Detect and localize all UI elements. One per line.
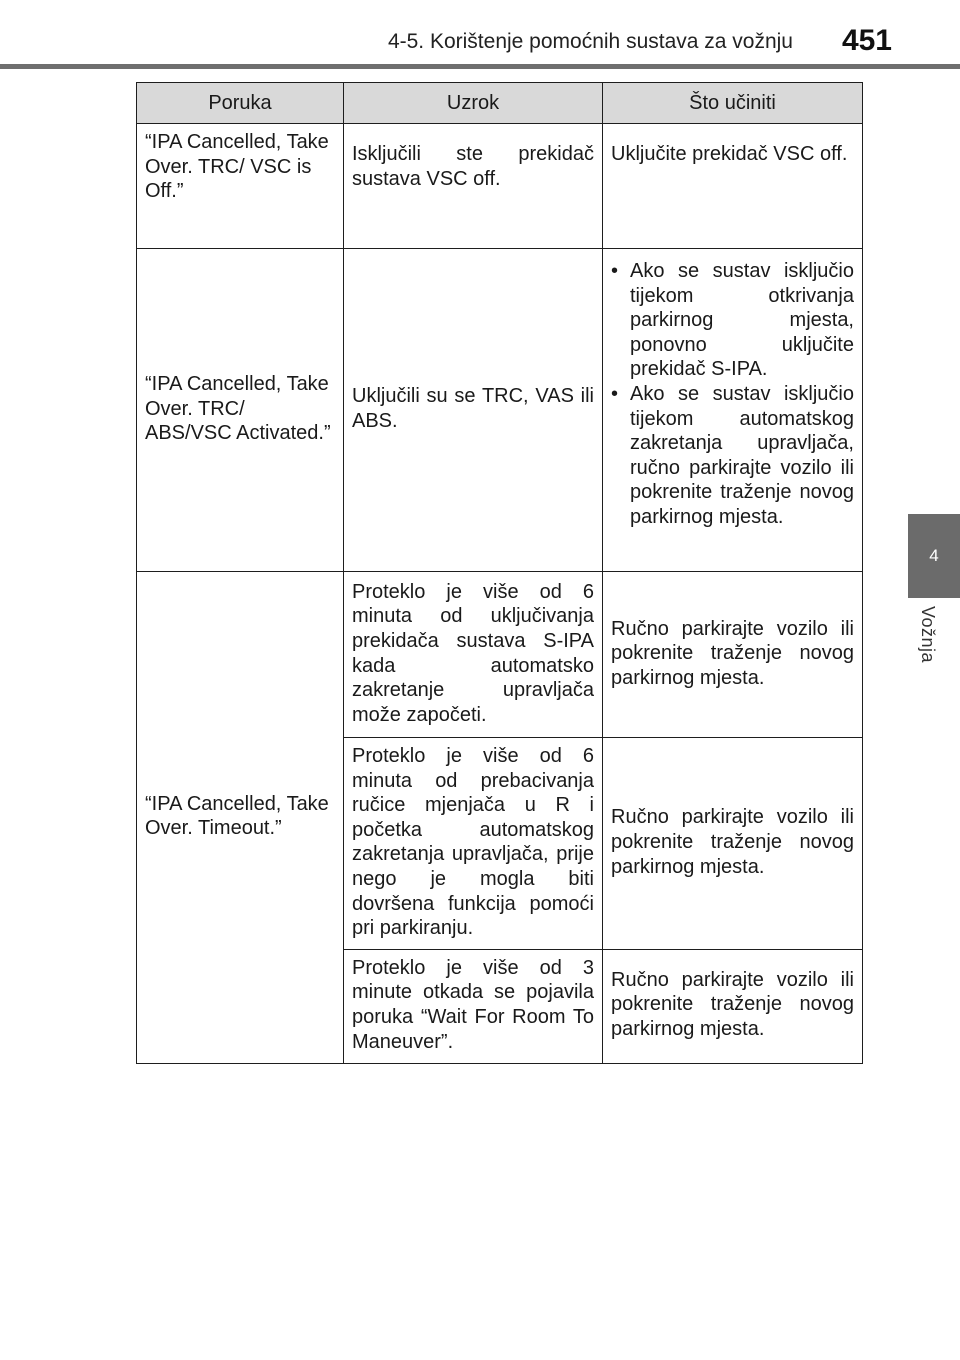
header-rule bbox=[0, 64, 960, 69]
section-title: 4-5. Korištenje pomoćnih sustava za vožnju bbox=[387, 30, 793, 53]
column-header-action: Što učiniti bbox=[603, 83, 863, 124]
table-row bbox=[137, 249, 863, 572]
cause-cell: Isključili ste prekidač sustava VSC off. bbox=[344, 124, 603, 249]
action-bullet: • Ako se sustav isključio tijekom automatskog zakretanja upravljača, ručno parkirajte vozilo ili pokrenite traženje novog parkirnog mjesta. bbox=[611, 382, 854, 530]
chapter-tab bbox=[908, 514, 960, 598]
chapter-number: 4 bbox=[929, 546, 939, 565]
cause-cell: Uključili su se TRC, VAS ili ABS. bbox=[344, 249, 603, 572]
message-cell: “IPA Cancelled, Take Over. Timeout.” bbox=[137, 572, 344, 1064]
action-bullet: • Ako se sustav isključio tijekom otkrivanja parkirnog mjesta, ponovno uključite prekidač S-IPA. bbox=[611, 259, 854, 382]
action-cell: Ručno parkirajte vozilo ili pokrenite traženje novog parkirnog mjesta. bbox=[603, 572, 863, 738]
table-row bbox=[137, 124, 863, 249]
column-header-cause: Uzrok bbox=[344, 83, 603, 124]
message-cell: “IPA Cancelled, Take Over. TRC/ VSC is Off.” bbox=[137, 124, 344, 249]
action-cell bbox=[603, 249, 863, 572]
page-number: 451 bbox=[841, 24, 892, 57]
message-cell: “IPA Cancelled, Take Over. TRC/ ABS/VSC Activated.” bbox=[137, 249, 344, 572]
action-cell: Ručno parkirajte vozilo ili pokrenite traženje novog parkirnog mjesta. bbox=[603, 949, 863, 1063]
action-bullet-list bbox=[611, 259, 854, 530]
cause-cell: Proteklo je više od 3 minute otkada se pojavila poruka “Wait For Room To Maneuver”. bbox=[344, 949, 603, 1063]
table-header-row bbox=[137, 83, 863, 124]
table-row bbox=[137, 572, 863, 738]
chapter-label: Vožnja bbox=[918, 606, 938, 664]
page-header bbox=[0, 0, 960, 70]
column-header-message: Poruka bbox=[137, 83, 344, 124]
cause-cell: Proteklo je više od 6 minuta od uključivanja prekidača sustava S-IPA kada automatsko zakretanje upravljača može započeti. bbox=[344, 572, 603, 738]
message-table bbox=[136, 82, 863, 1064]
cause-cell: Proteklo je više od 6 minuta od prebacivanja ručice mjenjača u R i početka automatskog zakretanja upravljača, prije nego je mogla biti dovršena funkcija pomoći pri parkiranju. bbox=[344, 738, 603, 950]
action-cell: Uključite prekidač VSC off. bbox=[603, 124, 863, 249]
action-cell: Ručno parkirajte vozilo ili pokrenite traženje novog parkirnog mjesta. bbox=[603, 738, 863, 950]
